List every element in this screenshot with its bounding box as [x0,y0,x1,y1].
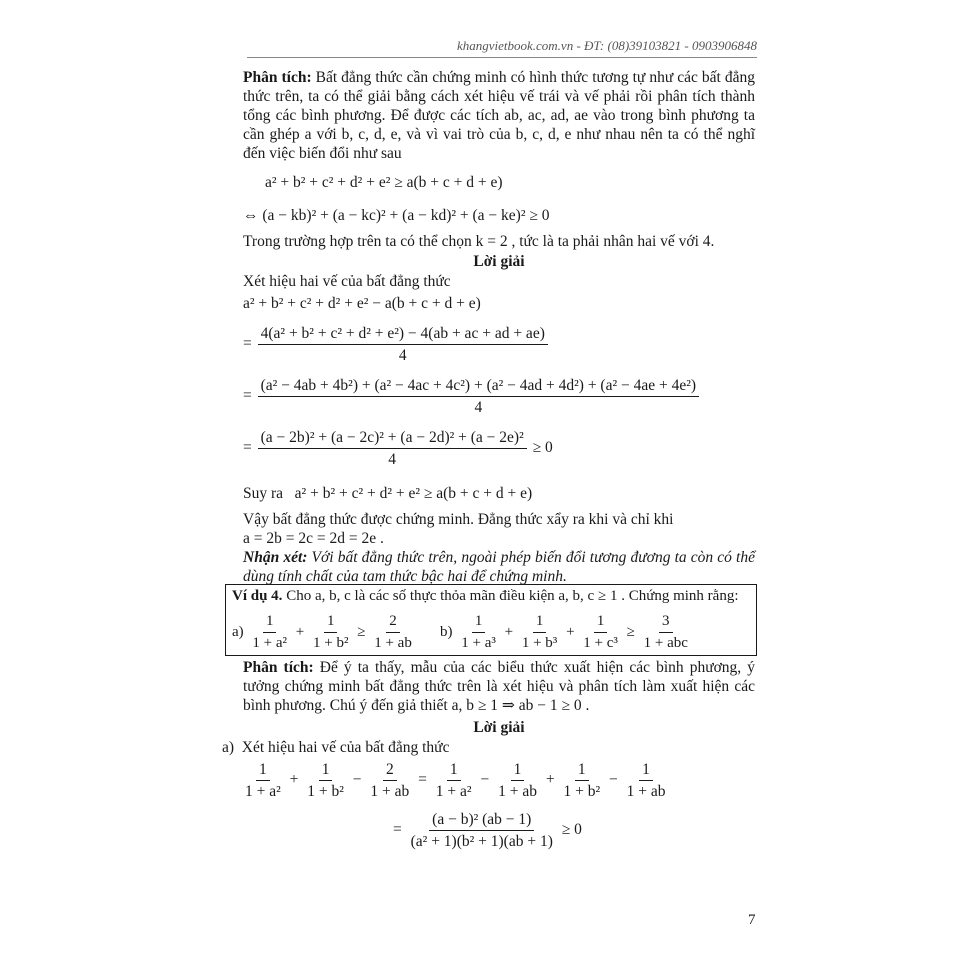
fraction-denominator: (a² + 1)(b² + 1)(ab + 1) [410,833,553,850]
fraction-denominator: 4 [388,451,397,468]
example-text: Cho a, b, c là các số thực thỏa mãn điều kiện a, b, c ≥ 1 . Chứng minh rằng: [282,588,739,604]
fraction-denominator: 1 + b² [307,783,344,800]
plus-sign: + [545,771,555,789]
fraction-denominator: 1 + ab [498,783,537,800]
fraction-denominator: 1 + a² [245,783,281,800]
analysis-label: Phân tích: [243,69,312,86]
fraction-step-1 [243,324,550,365]
fraction-numerator: 3 [659,612,673,633]
equality-condition: a = 2b = 2c = 2d = 2e . [243,530,384,547]
equals-sign: = [243,387,252,405]
remark-label: Nhận xét: [243,549,308,566]
geq-sign: ≥ [626,623,635,640]
fraction-numerator: (a² − 4ab + 4b²) + (a² − 4ac + 4c²) + (a² − 4ad + 4d²) + (a² − 4ae + 4e²) [258,376,699,397]
suy-ra-label: Suy ra [243,485,284,502]
fraction-step-2 [243,376,701,417]
fraction-denominator: 1 + ab [626,783,666,800]
fraction-numerator: 4(a² + b² + c² + d² + e²) − 4(ab + ac + ad + ae) [258,324,548,345]
example-part-b [440,612,693,653]
fraction-numerator: 1 [639,760,653,781]
solution-title-1: Lời giải [473,253,525,270]
fraction-denominator: 1 + abc [643,635,688,651]
geq-zero: ≥ 0 [561,821,582,839]
fraction-numerator: 2 [386,612,400,633]
minus-sign: − [480,771,490,789]
fraction-numerator: 1 [594,612,608,633]
difference-fractions [240,760,670,801]
difference-expression: a² + b² + c² + d² + e² − a(b + c + d + e) [243,295,481,312]
geq-sign: ≥ [357,623,366,640]
minus-sign: − [352,771,362,789]
choose-k-text: Trong trường hợp trên ta có thể chọn k = 2 , tức là ta phải nhân hai vế với 4. [243,233,715,250]
fraction-denominator: 4 [398,347,407,364]
fraction-step-3 [243,428,553,469]
example-label: Ví dụ 4. [232,588,283,604]
fraction-numerator: 1 [319,760,333,781]
plus-sign: + [504,623,514,640]
equals-sign: = [243,439,252,457]
fraction-denominator: 1 + b² [563,783,601,800]
fraction-numerator: 1 [575,760,589,781]
fraction-denominator: 1 + b³ [521,635,558,651]
fraction-denominator: 1 + c³ [583,635,618,651]
conclusion-text: Vậy bất đẳng thức được chứng minh. Đẳng thức xẩy ra khi và chỉ khi [243,511,674,528]
part-b-label: b) [440,623,453,640]
plus-sign: + [566,623,575,640]
analysis-text: Bất đẳng thức cần chứng minh có hình thức tương tự như các bất đẳng thức trên, ta có thể giải bằng cách xét hiệu vế trái và vế phải rồi phân tích thành tổng các bình phương. Để được các tích ab, ac, ad, ae vào trong bình phương ta cần ghép a với b, c, d, e, và vì vai trò của b, c, d, e như nhau nên ta có thể nghĩ đến việc biến đổi như sau [243,69,755,162]
plus-sign: + [295,623,305,640]
page-number: 7 [748,912,756,928]
fraction-denominator: 1 + a³ [461,635,496,651]
fraction-numerator: 1 [324,612,338,633]
suy-ra-expression: a² + b² + c² + d² + e² ≥ a(b + c + d + e) [294,485,533,502]
fraction-numerator: 1 [511,760,525,781]
fraction-denominator: 1 + ab [374,635,412,651]
fraction-numerator: 1 [447,760,461,781]
equation-2: ⇔ (a − kb)² + (a − kc)² + (a − kd)² + (a − ke)² ≥ 0 [243,207,550,224]
geq-zero: ≥ 0 [532,439,553,457]
fraction-denominator: 1 + a² [252,635,288,651]
solution-intro-2 [222,738,449,757]
fraction-numerator: 1 [256,760,270,781]
equals-sign: = [418,771,427,789]
fraction-denominator: 1 + a² [435,783,472,800]
part-a-label: a) [232,623,244,640]
solution-title-2: Lời giải [473,719,525,736]
analysis-label: Phân tích: [243,659,314,676]
example-part-a [232,612,417,653]
analysis-paragraph-1 [243,68,755,163]
fraction-denominator: 1 + b² [313,635,349,651]
remark-text: Với bất đẳng thức trên, ngoài phép biến đổi tương đương ta còn có thể dùng tính chất của tam thức bậc hai để chứng minh. [243,549,755,585]
analysis-text: Để ý ta thấy, mẫu của các biểu thức xuất hiện các bình phương, ý tưởng chứng minh bất đẳng thức trên là xét hiệu và phân tích làm xuất hiện các bình phương. Chú ý đến giả thiết a, b ≥ 1 ⇒ ab − 1 ≥ 0 . [243,659,755,714]
part-a-label: a) [222,739,235,756]
fraction-numerator: 1 [472,612,486,633]
equals-sign: = [393,821,402,839]
minus-sign: − [608,771,618,789]
fraction-numerator: 2 [383,760,397,781]
header-divider [247,57,757,58]
page-header: khangvietbook.com.vn - ĐT: (08)39103821 - 0903906848 [456,38,757,53]
example-4-statement [232,587,752,606]
analysis-paragraph-2 [243,658,755,715]
final-fraction [393,810,582,851]
fraction-denominator: 4 [474,399,483,416]
intro-text: Xét hiệu hai vế của bất đẳng thức [241,739,450,756]
fraction-numerator: 1 [263,612,277,633]
equation-1: a² + b² + c² + d² + e² ≥ a(b + c + d + e) [265,174,503,191]
fraction-denominator: 1 + ab [370,783,410,800]
solution-intro-1: Xét hiệu hai vế của bất đẳng thức [243,273,451,290]
suy-ra-line [243,484,532,503]
fraction-numerator: 1 [533,612,547,633]
plus-sign: + [289,771,299,789]
fraction-numerator: (a − b)² (ab − 1) [429,810,534,831]
equals-sign: = [243,335,252,353]
fraction-numerator: (a − 2b)² + (a − 2c)² + (a − 2d)² + (a − 2e)² [258,428,527,449]
remark-paragraph [243,548,755,586]
